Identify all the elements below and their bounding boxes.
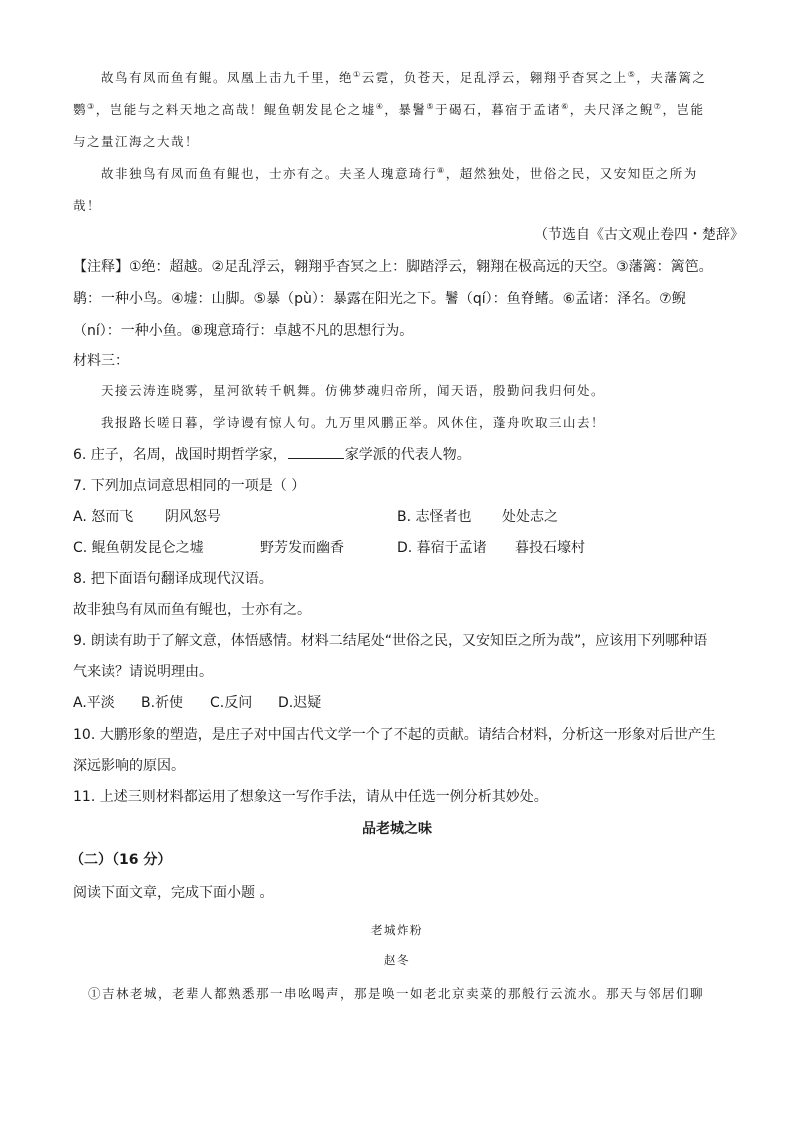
footnote-marker: ⑦ xyxy=(653,101,663,111)
classical-text-line: 故鸟有凤而鱼有鲲。凤凰上击九千里，绝①云霓，负苍天，足乱浮云，翱翔乎杳冥之上⑤，夫藩篱之 xyxy=(101,69,707,85)
option-d[interactable]: D.迟疑 xyxy=(278,695,322,711)
option-b-2: 处处志之 xyxy=(502,509,558,525)
reading-instruction: 阅读下面文章，完成下面小题 。 xyxy=(73,885,274,901)
option-a-2: 阴风怒号 xyxy=(165,509,221,525)
footnote-marker: ⑥ xyxy=(561,101,570,111)
footnote-marker: ① xyxy=(353,69,362,79)
option-a[interactable]: A.平淡 xyxy=(73,695,115,711)
footnote-marker: ③ xyxy=(87,101,96,111)
section-title: 品老城之味 xyxy=(362,821,432,837)
poem-line: 我报路长嗟日暮，学诗谩有惊人句。九万里风鹏正举。风休住，蓬舟吹取三山去！ xyxy=(101,415,606,430)
annotation-line: 鹖：一种小鸟。④墟：山脚。⑤暴（pù）：暴露在阳光之下。鬐（qí）：鱼脊鳍。⑥孟诸：泽名。⑦鲵 xyxy=(73,291,686,307)
option-c-1[interactable]: C. 鲲鱼朝发昆仑之墟 xyxy=(73,540,204,556)
classical-text-line: 哉！ xyxy=(73,198,102,213)
option-c[interactable]: C.反问 xyxy=(210,695,253,711)
option-b-1[interactable]: B. 志怪者也 xyxy=(397,509,472,525)
footnote-marker: ④ xyxy=(375,101,385,111)
classical-text-line: 鹦③，岂能与之料天地之高哉！鲲鱼朝发昆仑之墟④，暴鬐⑤于碣石，暮宿于孟诸⑥，夫尺泽之鲵⑦，岂能 xyxy=(73,101,705,117)
option-a-1[interactable]: A. 怒而飞 xyxy=(73,509,134,525)
option-b[interactable]: B.祈使 xyxy=(141,695,184,711)
option-d-2: 暮投石壕村 xyxy=(515,540,585,556)
question-8-text: 故非独鸟有凤而鱼有鲲也，士亦有之。 xyxy=(73,602,311,618)
classical-text-line: 故非独鸟有凤而鱼有鲲也，士亦有之。夫圣人瑰意琦行⑧，超然独处，世俗之民，又安知臣之所为 xyxy=(101,165,698,181)
source-citation: （节选自《古文观止卷四・楚辞》 xyxy=(534,227,744,243)
footnote-marker: ⑤ xyxy=(627,69,637,79)
footnote-marker: ⑧ xyxy=(437,165,446,175)
material-heading: 材料三： xyxy=(73,353,129,369)
part-heading: （二）（16 分） xyxy=(70,852,172,868)
question-9: 9. 朗读有助于了解文意，体悟感情。材料二结尾处“世俗之民，又安知臣之所为哉”，应该用下列哪种语 xyxy=(73,633,708,649)
question-6: 6. 庄子，名周，战国时期哲学家， 家学派的代表人物。 xyxy=(73,444,723,464)
question-7: 7. 下列加点词意思相同的一项是（ ） xyxy=(73,478,306,494)
question-8: 8. 把下面语句翻译成现代汉语。 xyxy=(73,571,273,587)
question-9-cont: 气来读？请说明理由。 xyxy=(73,664,213,680)
question-10-cont: 深远影响的原因。 xyxy=(73,758,185,774)
classical-text-line: 与之量江海之大哉！ xyxy=(73,134,200,149)
annotation-line: 【注释】①绝：超越。②足乱浮云，翱翔乎杳冥之上：脚踏浮云，翱翔在极高远的天空。③藩篱：篱笆。 xyxy=(73,259,713,275)
answer-blank[interactable] xyxy=(288,444,344,459)
annotation-line: （ní）：一种小鱼。⑧瑰意琦行：卓越不凡的思想行为。 xyxy=(73,323,414,339)
article-paragraph: ①吉林老城，老辈人都熟悉那一串吆喝声，那是唤一如老北京卖菜的那般行云流水。那天与邻居们聊 xyxy=(88,986,705,1001)
question-11: 11. 上述三则材料都运用了想象这一写作手法，请从中任选一例分析其妙处。 xyxy=(73,789,548,805)
question-10: 10. 大鹏形象的塑造，是庄子对中国古代文学一个了不起的贡献。请结合材料，分析这一形象对后世产生 xyxy=(73,727,716,743)
article-title: 老城炸粉 xyxy=(371,923,423,937)
option-c-2: 野芳发而幽香 xyxy=(260,540,344,556)
option-d-1[interactable]: D. 暮宿于孟诸 xyxy=(397,540,487,556)
article-author: 赵冬 xyxy=(384,953,410,967)
footnote-marker: ⑤ xyxy=(426,101,436,111)
poem-line: 天接云涛连晓雾，星河欲转千帆舞。仿佛梦魂归帝所，闻天语，殷勤问我归何处。 xyxy=(101,383,606,398)
